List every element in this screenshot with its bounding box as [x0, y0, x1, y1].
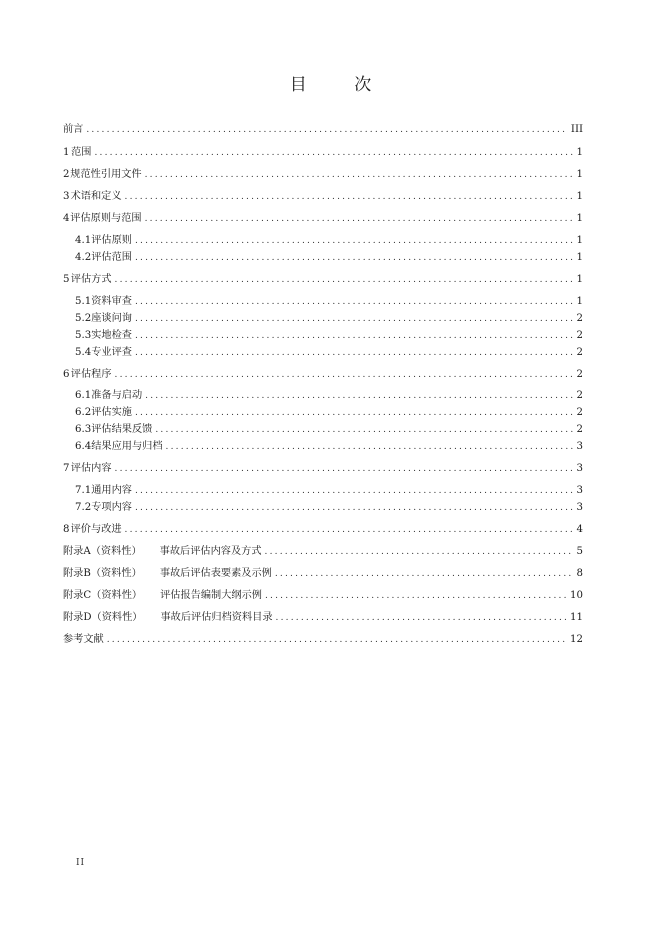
- toc-entry-label: 评估实施: [91, 407, 132, 418]
- dot-leader: [125, 189, 574, 205]
- dot-leader: [145, 211, 574, 227]
- toc-entry-number: 6.3: [75, 424, 92, 435]
- page-number-footer: II: [76, 858, 86, 868]
- toc-entry-number: 4.1: [75, 235, 92, 246]
- dot-leader: [145, 388, 573, 404]
- toc-entry-5-4[interactable]: [75, 345, 583, 361]
- toc-entry-page: 1: [576, 191, 583, 202]
- toc-entry-appendix-c[interactable]: [63, 588, 583, 604]
- toc-entry-8[interactable]: [63, 522, 583, 538]
- toc-entry-page: 1: [576, 213, 583, 224]
- appendix-tag: 附录B（资料性）: [63, 568, 142, 579]
- toc-entry-page: 2: [576, 313, 583, 324]
- toc-entry-label: 评估方式: [70, 274, 112, 285]
- toc-entry-page: 2: [576, 330, 583, 341]
- dot-leader: [135, 233, 574, 249]
- dot-leader: [125, 522, 574, 538]
- toc-entry-label: 前言: [63, 124, 84, 135]
- toc-entry-6-4[interactable]: [75, 439, 583, 455]
- appendix-tag: 附录D（资料性）: [63, 612, 143, 623]
- toc-entry-number: 2: [63, 169, 70, 180]
- dot-leader: [115, 461, 574, 477]
- dot-leader: [155, 422, 573, 438]
- dot-leader: [135, 328, 574, 344]
- title-char-1: 目: [289, 75, 308, 95]
- toc-entry-page: 8: [576, 568, 583, 579]
- toc-entry-label: 规范性引用文件: [70, 169, 142, 180]
- toc-entry-6-1[interactable]: [75, 388, 583, 404]
- toc-entry-page: 10: [570, 590, 583, 601]
- appendix-tag: 附录C（资料性）: [63, 590, 143, 601]
- toc-entry-number: 5.1: [75, 296, 92, 307]
- toc-entry-number: 7: [63, 463, 70, 474]
- toc-entry-4[interactable]: [63, 211, 583, 227]
- toc-entry-page: 2: [576, 407, 583, 418]
- dot-leader: [135, 345, 574, 361]
- toc-entry-6[interactable]: [63, 367, 583, 383]
- toc-entry-label: 评估范围: [91, 252, 132, 263]
- toc-entry-7[interactable]: [63, 461, 583, 477]
- toc-entry-number: 7.2: [75, 502, 92, 513]
- toc-entry-page: 2: [576, 347, 583, 358]
- toc-entry-label: 术语和定义: [70, 191, 122, 202]
- toc-entry-page: 12: [570, 634, 583, 645]
- appendix-title: 评估报告编制大纲示例: [160, 590, 262, 601]
- toc-entry-page: 2: [576, 390, 583, 401]
- toc-entry-page: 11: [570, 612, 583, 623]
- toc-entry-5-1[interactable]: [75, 294, 583, 310]
- toc-entry-5-2[interactable]: [75, 311, 583, 327]
- toc-entry-label: 参考文献: [63, 634, 104, 645]
- toc-entry-number: 5.4: [75, 347, 92, 358]
- toc-entry-2[interactable]: [63, 167, 583, 183]
- toc-entry-label: 通用内容: [91, 485, 132, 496]
- toc-entry-page: III: [570, 124, 583, 135]
- dot-leader: [275, 566, 574, 582]
- toc-entry-page: 2: [576, 424, 583, 435]
- toc-entry-label: 范围: [71, 147, 92, 158]
- appendix-tag: 附录A（资料性）: [63, 546, 142, 557]
- toc-entry-label: 实地检查: [91, 330, 132, 341]
- dot-leader: [166, 439, 574, 455]
- toc-entry-1[interactable]: [63, 145, 583, 161]
- toc-entry-3[interactable]: [63, 189, 583, 205]
- page-title: [0, 70, 662, 95]
- toc-entry-number: 6.2: [75, 407, 92, 418]
- toc-entry-page: 3: [576, 502, 583, 513]
- toc-entry-page: 1: [576, 169, 583, 180]
- toc-entry-page: 1: [576, 147, 583, 158]
- toc-entry-number: 5: [63, 274, 70, 285]
- toc-entry-4-2[interactable]: [75, 250, 583, 266]
- dot-leader: [107, 632, 567, 648]
- appendix-title: 事故后评估归档资料目录: [160, 612, 273, 623]
- toc-entry-7-1[interactable]: [75, 483, 583, 499]
- toc-entry-page: 4: [576, 524, 583, 535]
- dot-leader: [135, 294, 574, 310]
- dot-leader: [135, 483, 574, 499]
- toc-entry-appendix-b[interactable]: [63, 566, 583, 582]
- appendix-title: 事故后评估表要素及示例: [159, 568, 272, 579]
- dot-leader: [135, 405, 574, 421]
- title-char-2: 次: [354, 75, 373, 95]
- toc-entry-number: 6: [63, 369, 70, 380]
- dot-leader: [94, 145, 573, 161]
- toc-entry-label: 评估程序: [70, 369, 112, 380]
- toc-entry-number: 6.1: [75, 390, 92, 401]
- toc-entry-label: 专项内容: [91, 502, 132, 513]
- dot-leader: [276, 610, 567, 626]
- toc-entry-page: 1: [576, 274, 583, 285]
- toc-entry-5[interactable]: [63, 272, 583, 288]
- dot-leader: [265, 588, 567, 604]
- toc-entry-6-3[interactable]: [75, 422, 583, 438]
- toc-entry-appendix-d[interactable]: [63, 610, 583, 626]
- toc-entry-page: 1: [576, 252, 583, 263]
- toc-entry-appendix-a[interactable]: [63, 544, 583, 560]
- toc-entry-4-1[interactable]: [75, 233, 583, 249]
- toc-entry-label: 资料审查: [91, 296, 132, 307]
- toc-entry-label: 准备与启动: [91, 390, 143, 401]
- toc-entry-number: 5.2: [75, 313, 92, 324]
- toc-entry-label: 结果应用与归档: [91, 441, 163, 452]
- toc-entry-label: 座谈问询: [91, 313, 132, 324]
- toc-entry-6-2[interactable]: [75, 405, 583, 421]
- toc-entry-page: 3: [576, 485, 583, 496]
- dot-leader: [135, 250, 574, 266]
- toc-entry-label: 专业评查: [91, 347, 132, 358]
- toc-entry-label: 评价与改进: [70, 524, 122, 535]
- toc-entry-number: 8: [63, 524, 70, 535]
- toc-entry-number: 3: [63, 191, 70, 202]
- toc-entry-number: 1: [63, 147, 70, 158]
- toc-entry-number: 4: [63, 213, 70, 224]
- toc-entry-number: 6.4: [75, 441, 92, 452]
- dot-leader: [115, 367, 574, 383]
- toc-entry-number: 4.2: [75, 252, 92, 263]
- toc-entry-label: 评估原则与范围: [70, 213, 142, 224]
- toc-entry-references[interactable]: [63, 632, 583, 648]
- toc-entry-page: 3: [576, 441, 583, 452]
- toc-entry-foreword[interactable]: [63, 122, 583, 138]
- toc-entry-label: 评估内容: [70, 463, 112, 474]
- toc-entry-label: 评估结果反馈: [91, 424, 153, 435]
- toc-entry-page: 5: [576, 546, 583, 557]
- toc-entry-number: 7.1: [75, 485, 92, 496]
- toc-entry-5-3[interactable]: [75, 328, 583, 344]
- toc-entry-page: 1: [576, 296, 583, 307]
- toc-entry-page: 1: [576, 235, 583, 246]
- toc-entry-number: 5.3: [75, 330, 92, 341]
- dot-leader: [135, 311, 574, 327]
- appendix-title: 事故后评估内容及方式: [159, 546, 262, 557]
- toc-entry-7-2[interactable]: [75, 500, 583, 516]
- dot-leader: [135, 500, 574, 516]
- dot-leader: [265, 544, 574, 560]
- toc-entry-label: 评估原则: [91, 235, 132, 246]
- dot-leader: [115, 272, 574, 288]
- toc-entry-page: 3: [576, 463, 583, 474]
- dot-leader: [86, 122, 568, 138]
- dot-leader: [145, 167, 574, 183]
- toc-entry-page: 2: [576, 369, 583, 380]
